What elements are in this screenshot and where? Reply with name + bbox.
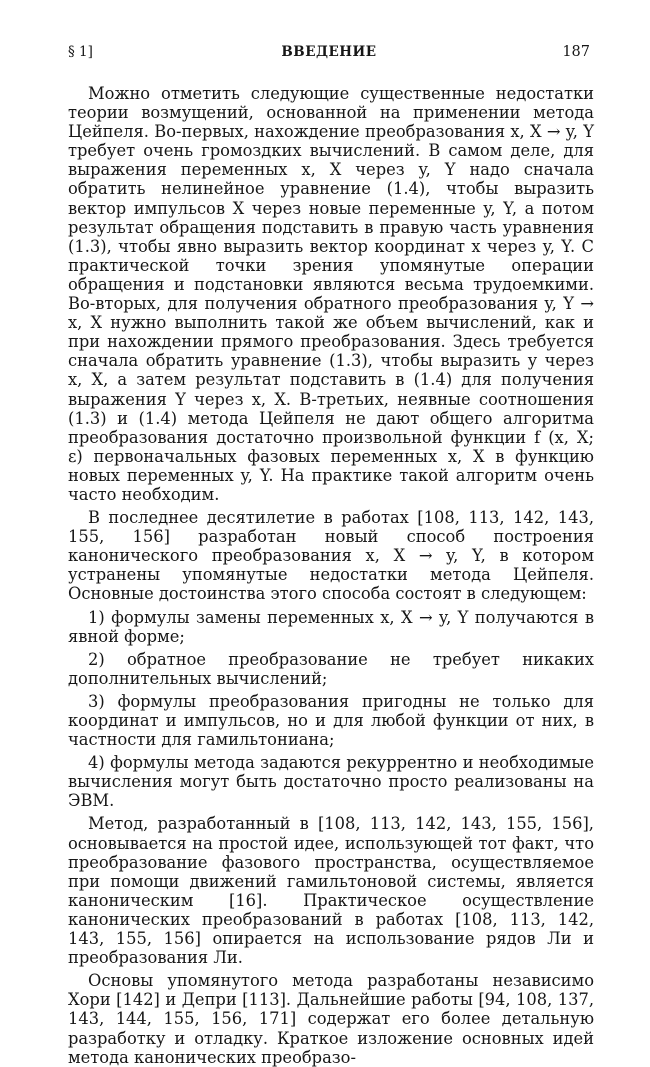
list-item-inverse-transform: 2) обратное преобразование не требует никаких дополнительных вычислений; xyxy=(68,649,594,688)
page-number: 187 xyxy=(562,44,590,60)
paragraph-hori-deprit: Основы упомянутого метода разработаны независимо Хори [142] и Депри [113]. Дальнейшие работы [94, 108, 137, 143, 144, 155, 156, 171] содержат его более детальную разработку и отладку. Краткое изложение основных идей метода канонических преобразо- xyxy=(68,971,594,1067)
list-item-explicit-form: 1) формулы замены переменных x, X → y, Y получаются в явной форме; xyxy=(68,607,594,646)
running-header xyxy=(68,44,590,66)
section-marker: § 1] xyxy=(68,44,93,60)
chapter-title: ВВЕДЕНИЕ xyxy=(281,44,377,60)
paragraph-lie-series: Метод, разработанный в [108, 113, 142, 143, 155, 156], основывается на простой идее, использующей тот факт, что преобразование фазового пространства, осуществляемое при помощи движений гамильтоновой системы, является каноническим [16]. Практическое осуществление канонических преобразований в работах [108, 113, 142, 143, 155, 156] опирается на использование рядов Ли и преобразования Ли. xyxy=(68,814,594,968)
paragraph-new-method: В последнее десятилетие в работах [108, 113, 142, 143, 155, 156] разработан новый способ построения канонического преобразования x, X → y, Y, в котором устранены упомянутые недостатки метода Цейпеля. Основные достоинства этого способа состоят в следующем: xyxy=(68,508,594,604)
list-item-recurrent: 4) формулы метода задаются рекуррентно и необходимые вычисления могут быть достаточно просто реализованы на ЭВМ. xyxy=(68,753,594,811)
paragraph-zeipel-drawbacks: Можно отметить следующие существенные недостатки теории возмущений, основанной на применении метода Цейпеля. Во-первых, нахождение преобразования x, X → y, Y требует очень громоздких вычислений. В самом деле, для выражения переменных x, X через y, Y надо сначала обратить нелинейное уравнение (1.4), чтобы выразить вектор импульсов X через новые переменные y, Y, а потом результат обращения подставить в правую часть уравнения (1.3), чтобы явно выразить вектор координат x через y, Y. С практической точки зрения упомянутые операции обращения и подстановки являются весьма трудоемкими. Во-вторых, для получения обратного преобразования y, Y → x, X нужно выполнить такой же объем вычислений, как и при нахождении прямого преобразования. Здесь требуется сначала обратить уравнение (1.3), чтобы выразить y через x, X, а затем результат подставить в (1.4) для получения выражения Y через x, X. В-третьих, неявные соотношения (1.3) и (1.4) метода Цейпеля не дают общего алгоритма преобразования достаточно произвольной функции f (x, X; ε) первоначальных фазовых переменных x, X в функцию новых переменных y, Y. На практике такой алгоритм очень часто необходим. xyxy=(68,84,594,504)
body-text xyxy=(68,84,594,1067)
list-item-any-function: 3) формулы преобразования пригодны не только для координат и импульсов, но и для любой функции от них, в частности для гамильтониана; xyxy=(68,691,594,750)
